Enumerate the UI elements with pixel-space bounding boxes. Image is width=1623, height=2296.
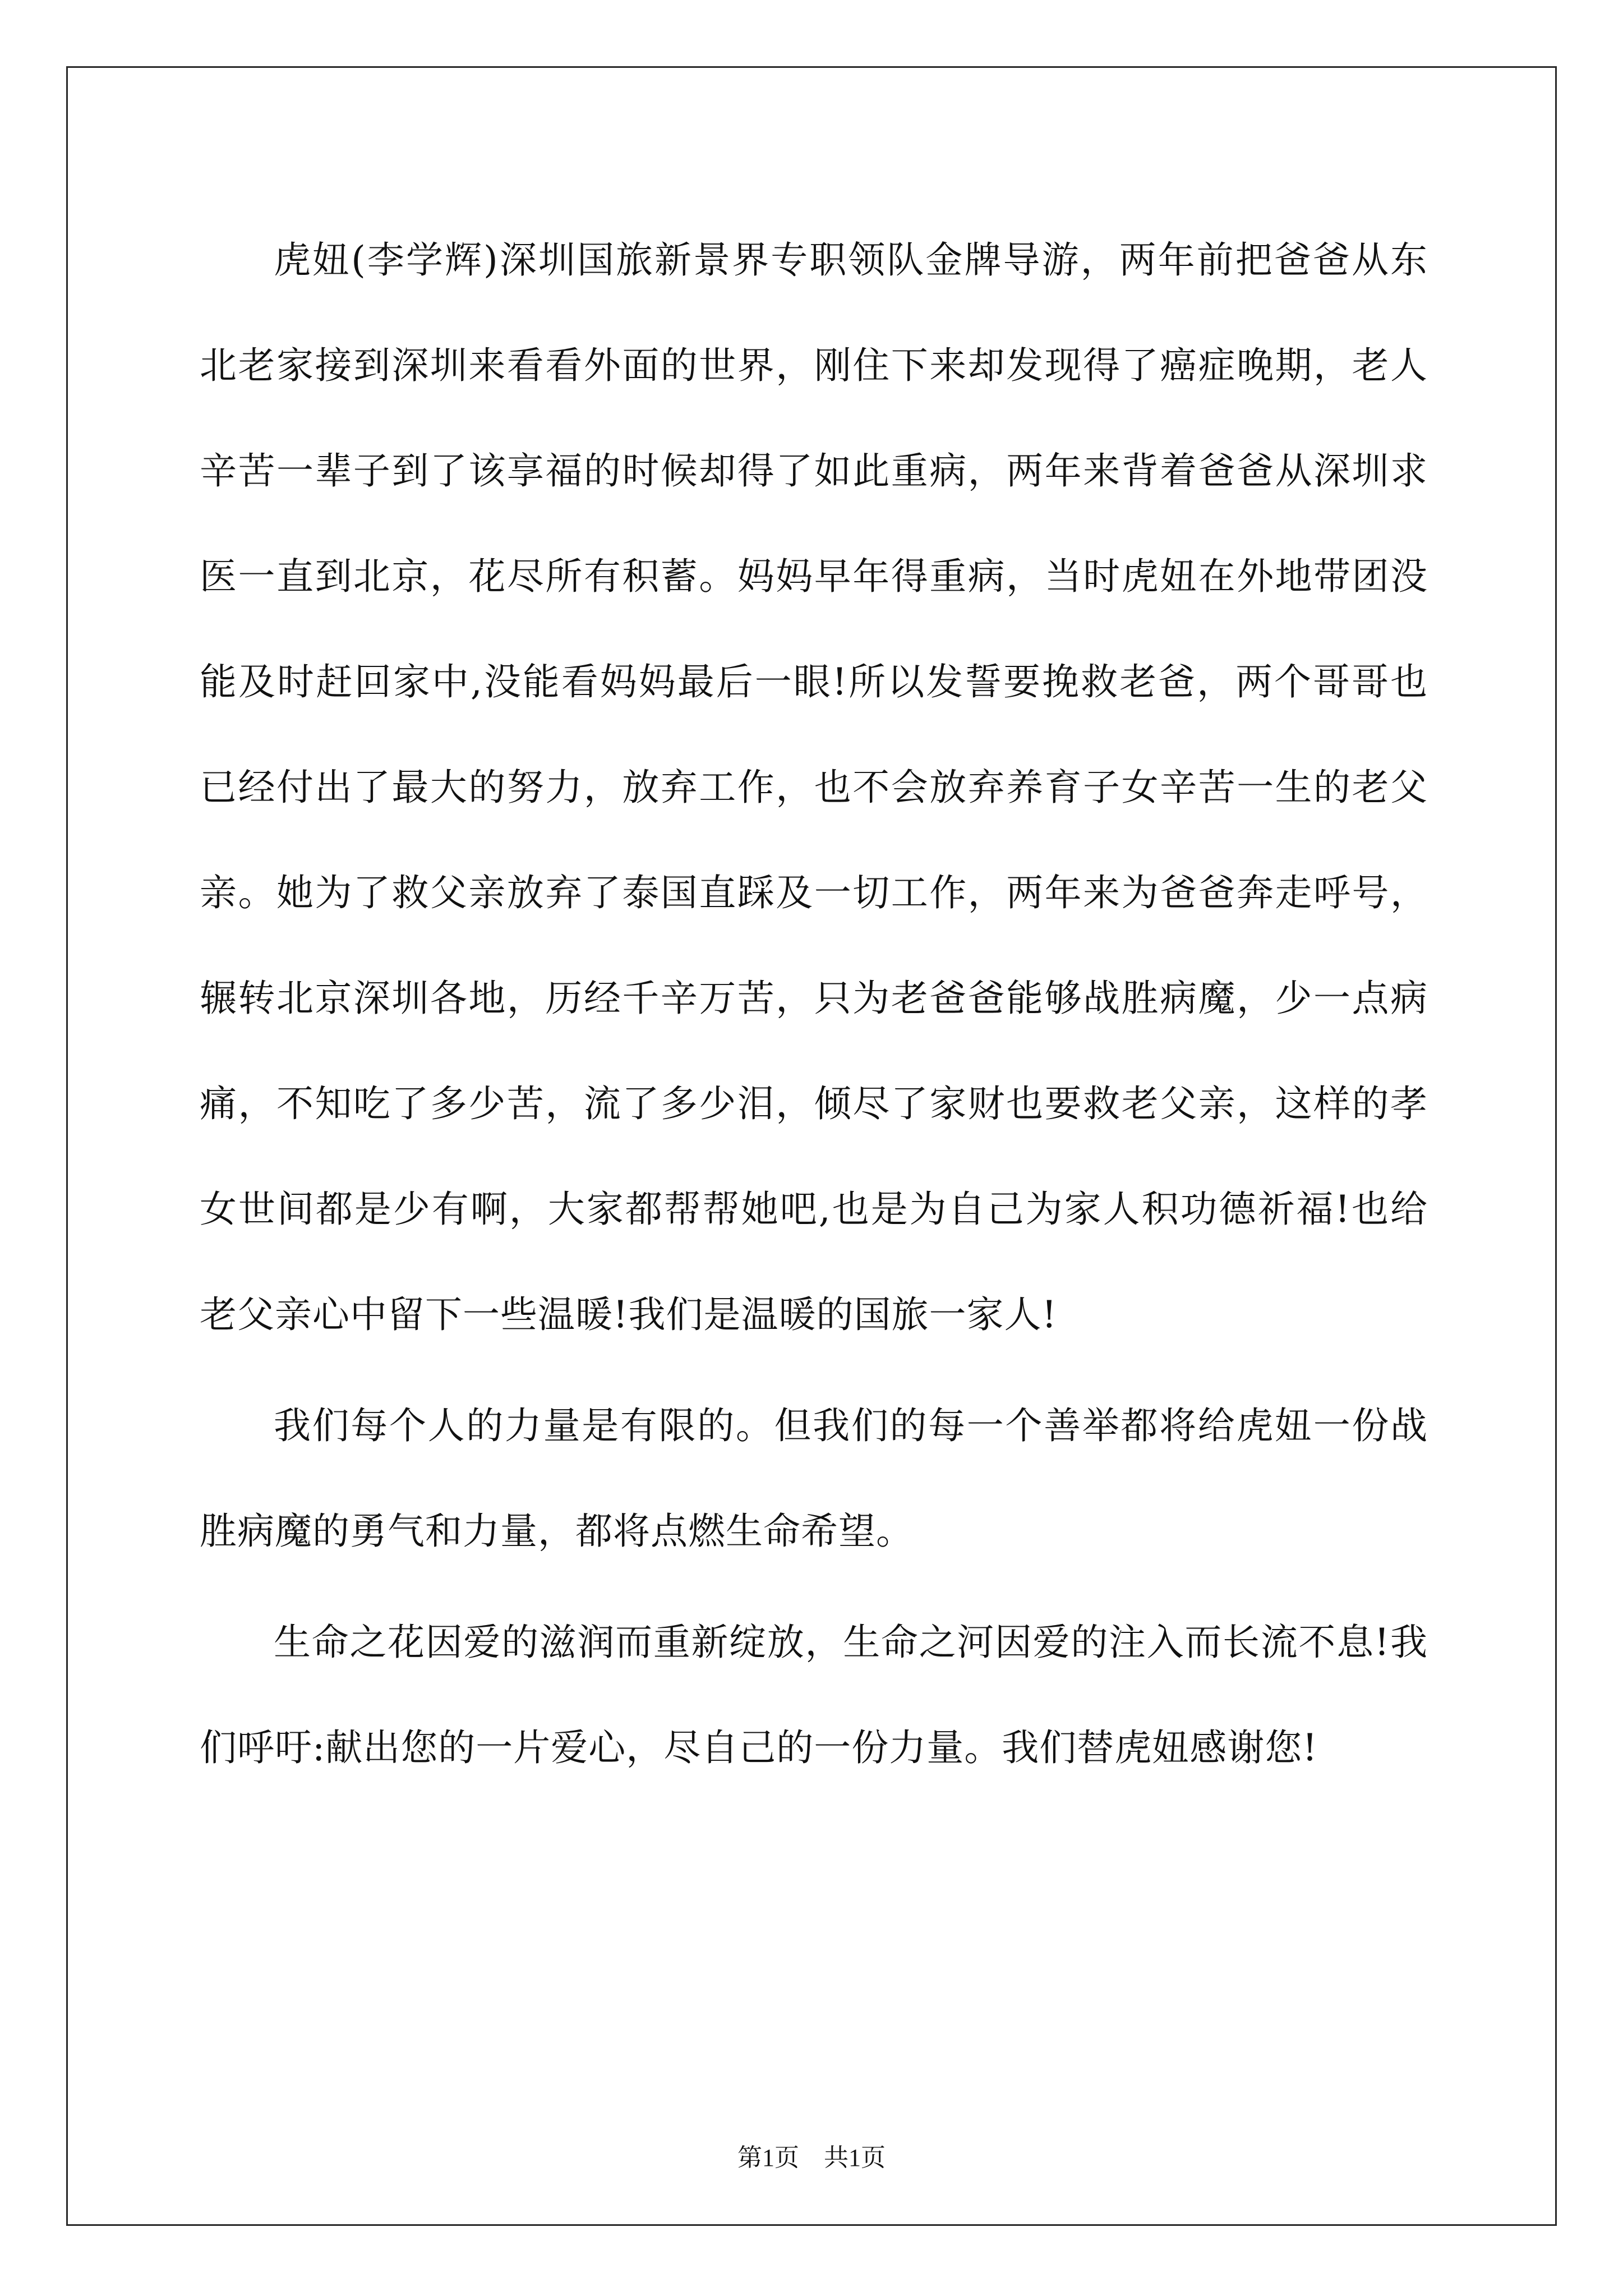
- paragraph-story: 虎妞(李学辉)深圳国旅新景界专职领队金牌导游，两年前把爸爸从东北老家接到深圳来看看外面的世界，刚住下来却发现得了癌症晚期，老人辛苦一辈子到了该享福的时候却得了如此重病，两年来背着爸爸从深圳求医一直到北京，花尽所有积蓄。妈妈早年得重病，当时虎妞在外地带团没能及时赶回家中,没能看妈妈最后一眼!所以发誓要挽救老爸，两个哥哥也已经付出了最大的努力，放弃工作，也不会放弃养育子女辛苦一生的老父亲。她为了救父亲放弃了泰国直踩及一切工作，两年来为爸爸奔走呼号，辗转北京深圳各地，历经千辛万苦，只为老爸爸能够战胜病魔，少一点病痛，不知吃了多少苦，流了多少泪，倾尽了家财也要救老父亲，这样的孝女世间都是少有啊，大家都帮帮她吧,也是为自己为家人积功德祈福!也给老父亲心中留下一些温暖!我们是温暖的国旅一家人!: [200, 238, 1428, 1336]
- paragraph-thanks: 生命之花因爱的滋润而重新绽放，生命之河因爱的注入而长流不息!我们呼吁:献出您的一片爱心，尽自己的一份力量。我们替虎妞感谢您!: [200, 1621, 1428, 1769]
- document-body: [200, 208, 1428, 1801]
- page-footer: 第1页 共1页: [737, 2144, 886, 2171]
- paragraph-appeal: 我们每个人的力量是有限的。但我们的每一个善举都将给虎妞一份战胜病魔的勇气和力量，都将点燃生命希望。: [200, 1404, 1428, 1553]
